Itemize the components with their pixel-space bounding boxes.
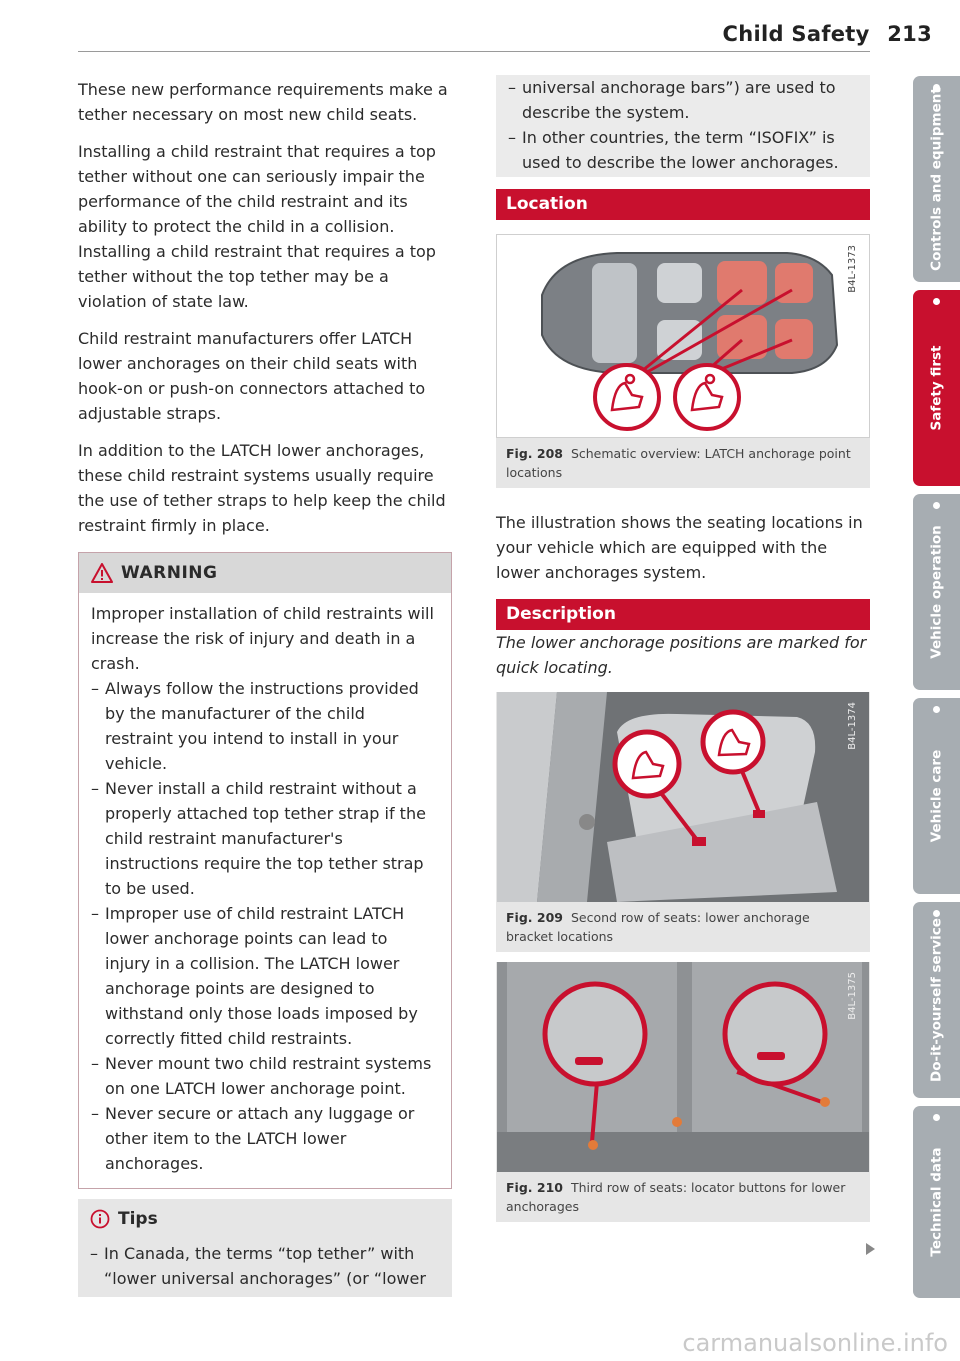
second-row-seats-illustration bbox=[497, 692, 869, 902]
paragraph: Child restraint manufacturers offer LATCH lower anchorages on their child seats with hook-on or push-on connectors attached to adjustable straps. bbox=[78, 329, 426, 423]
tab-dot-icon bbox=[933, 706, 940, 713]
continue-arrow-icon bbox=[866, 1243, 875, 1255]
figure-210-image bbox=[497, 962, 869, 1172]
figure-caption bbox=[496, 902, 870, 952]
figure-208 bbox=[496, 234, 870, 488]
warning-header bbox=[79, 553, 451, 593]
section-heading-location: Location bbox=[496, 189, 870, 220]
sidebar-tab-label: Technical data bbox=[928, 1147, 944, 1257]
tab-dot-icon bbox=[933, 298, 940, 305]
figure-caption-text: Second row of seats: lower anchorage bracket locations bbox=[506, 910, 810, 944]
warning-body bbox=[79, 593, 451, 1188]
sidebar-tab-label: Vehicle care bbox=[928, 749, 944, 843]
figure-code: B4L-1375 bbox=[847, 972, 858, 1020]
sidebar-tab-label: Safety first bbox=[928, 345, 944, 431]
page-number: 213 bbox=[887, 22, 932, 46]
paragraph: The illustration shows the seating locations in your vehicle which are equipped with the lower anchorages system. bbox=[496, 513, 863, 582]
tips-box bbox=[78, 1199, 452, 1297]
warning-item: – Always follow the instructions provided by the manufacturer of the child restraint you intend to install in your vehicle. bbox=[91, 676, 437, 776]
warning-item: – Never secure or attach any luggage or other item to the LATCH lower anchorages. bbox=[91, 1101, 437, 1176]
figure-caption-text: Third row of seats: locator buttons for lower anchorages bbox=[506, 1180, 846, 1214]
sidebar-tab-safety[interactable] bbox=[913, 290, 960, 486]
header-rule bbox=[78, 51, 870, 52]
warning-item: – Improper use of child restraint LATCH lower anchorage points can lead to injury in a collision. The LATCH lower anchorage points are designed to withstand only those loads imposed by correctly fitted child restraints. bbox=[91, 901, 437, 1051]
warning-item: – Never install a child restraint without a properly attached top tether strap if the child restraint manufacturer's instructions require the top tether strap to be used. bbox=[91, 776, 437, 901]
running-header bbox=[723, 22, 932, 46]
chapter-title: Child Safety bbox=[722, 22, 870, 46]
warning-title: WARNING bbox=[121, 562, 218, 583]
tips-continuation-text bbox=[508, 75, 856, 125]
tab-dot-icon bbox=[933, 910, 940, 917]
figure-caption bbox=[496, 438, 870, 488]
figure-caption-text: Schematic overview: LATCH anchorage point locations bbox=[506, 446, 851, 480]
tips-title: Tips bbox=[118, 1208, 158, 1229]
figure-number: Fig. 208 bbox=[506, 446, 563, 461]
paragraph: In addition to the LATCH lower anchorages, these child restraint systems usually require the use of tether straps to help keep the child restraint firmly in place. bbox=[78, 441, 446, 535]
figure-code: B4L-1373 bbox=[847, 245, 858, 293]
warning-list bbox=[91, 676, 437, 1176]
tab-dot-icon bbox=[933, 1114, 940, 1121]
watermark: carmanualsonline.info bbox=[682, 1329, 948, 1357]
third-row-seats-illustration bbox=[497, 962, 869, 1172]
tips-list bbox=[90, 1241, 438, 1291]
sidebar-tab-controls[interactable] bbox=[913, 76, 960, 282]
sidebar-tab-technical-data[interactable] bbox=[913, 1106, 960, 1298]
description-intro: The lower anchorage positions are marked for quick locating. bbox=[496, 633, 867, 677]
tips-header bbox=[78, 1199, 452, 1239]
figure-code: B4L-1374 bbox=[847, 702, 858, 750]
figure-210 bbox=[496, 962, 870, 1222]
tips-body bbox=[78, 1239, 452, 1297]
figure-209-image bbox=[497, 692, 869, 902]
left-column bbox=[78, 77, 452, 1297]
figure-number: Fig. 209 bbox=[506, 910, 563, 925]
sidebar-tab-label: Controls and equipment bbox=[928, 87, 944, 271]
sidebar-tab-vehicle-care[interactable] bbox=[913, 698, 960, 894]
tips-item: – In Canada, the terms “top tether” with “lower universal anchorages” (or “lower bbox=[90, 1241, 438, 1291]
sidebar-tab-diy-service[interactable] bbox=[913, 902, 960, 1098]
figure-209 bbox=[496, 692, 870, 952]
tips-continuation-list bbox=[508, 75, 856, 175]
figure-208-image bbox=[496, 234, 870, 438]
paragraph: Installing a child restraint that requires a top tether without one can seriously impair the performance of the child restraint and its ability to protect the child in a collision. Installing a child restraint that requires a top tether without the top tether may be a violation of state law. bbox=[78, 142, 436, 311]
right-column bbox=[496, 77, 870, 1222]
tips-continuation-box bbox=[496, 75, 870, 177]
warning-box bbox=[78, 552, 452, 1189]
sidebar-tab-label: Do-it-yourself service bbox=[928, 918, 944, 1082]
figure-caption bbox=[496, 1172, 870, 1222]
vehicle-overview-illustration bbox=[497, 235, 869, 437]
section-heading-description: Description bbox=[496, 599, 870, 630]
warning-item: – Never mount two child restraint systems on one LATCH lower anchorage point. bbox=[91, 1051, 437, 1101]
figure-number: Fig. 210 bbox=[506, 1180, 563, 1195]
tips-item: – In other countries, the term “ISOFIX” is used to describe the lower anchorages. bbox=[508, 125, 856, 175]
tab-dot-icon bbox=[933, 502, 940, 509]
sidebar-tab-vehicle-operation[interactable] bbox=[913, 494, 960, 690]
info-icon bbox=[90, 1209, 110, 1229]
tips-continuation-line: universal anchorage bars”) are used to describe the system. bbox=[522, 78, 836, 122]
warning-intro: Improper installation of child restraints will increase the risk of injury and death in a crash. bbox=[91, 604, 434, 673]
sidebar-tab-label: Vehicle operation bbox=[928, 525, 944, 659]
paragraph: These new performance requirements make a tether necessary on most new child seats. bbox=[78, 80, 448, 124]
warning-triangle-icon bbox=[91, 563, 113, 583]
